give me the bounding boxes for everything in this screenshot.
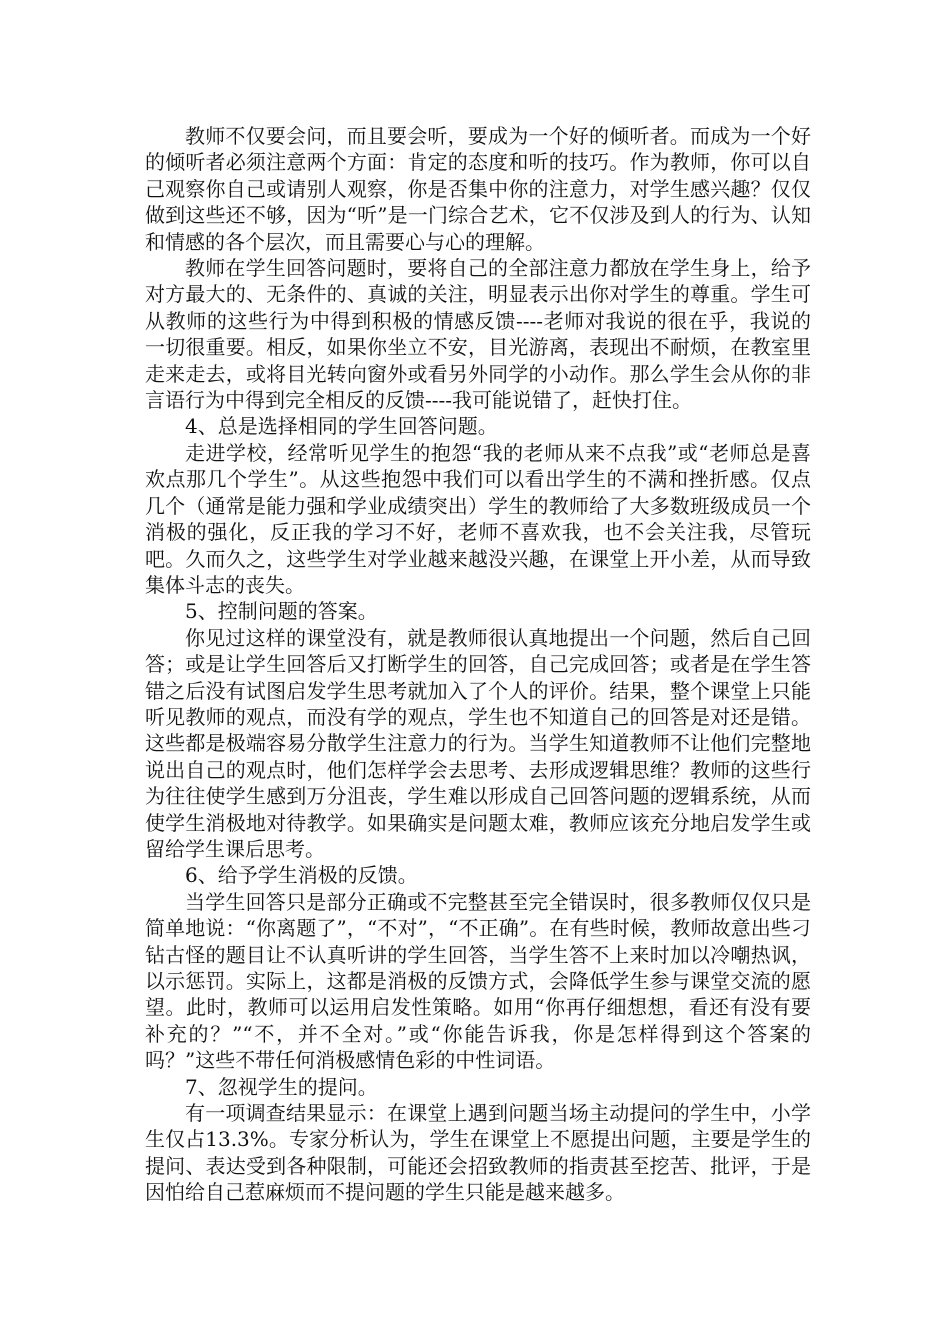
document-page [145,123,811,1206]
heading-item-7: 7、忽视学生的提问。 [185,1074,378,1099]
paragraph-item-7: 有一项调查结果显示：在课堂上遇到问题当场主动提问的学生中，小学生仅占13.3%。专家分析认为，学生在课堂上不愿提出问题，主要是学生的提问、表达受到各种限制，可能还会招致教师的指责甚至挖苦、批评，于是因怕给自己惹麻烦而不提问题的学生只能是越来越多。 [145,1101,811,1205]
paragraph-listening: 教师不仅要会问，而且要会听，要成为一个好的倾听者。而成为一个好的倾听者必须注意两个方面：肯定的态度和听的技巧。作为教师，你可以自己观察你自己或请别人观察，你是否集中你的注意力，对学生感兴趣？仅仅做到这些还不够，因为“听”是一门综合艺术，它不仅涉及到人的行为、认知和情感的各个层次，而且需要心与心的理解。 [145,124,811,254]
heading-item-6: 6、给予学生消极的反馈。 [185,863,418,888]
heading-item-5: 5、控制问题的答案。 [185,599,378,624]
paragraph-item-5: 你见过这样的课堂没有，就是教师很认真地提出一个问题，然后自己回答；或是让学生回答后又打断学生的回答，自己完成回答；或者是在学生答错之后没有试图启发学生思考就加入了个人的评价。结果，整个课堂上只能听见教师的观点，而没有学的观点，学生也不知道自己的回答是对还是错。这些都是极端容易分散学生注意力的行为。当学生知道教师不让他们完整地说出自己的观点时，他们怎样学会去思考、去形成逻辑思维？教师的这些行为往往使学生感到万分沮丧，学生难以形成自己回答问题的逻辑系统，从而使学生消极地对待教学。如果确实是问题太难，教师应该充分地启发学生或留给学生课后思考。 [145,625,811,861]
heading-item-4: 4、总是选择相同的学生回答问题。 [185,414,498,439]
paragraph-item-6: 当学生回答只是部分正确或不完整甚至完全错误时，很多教师仅仅只是简单地说：“你离题了”，“不对”，“不正确”。在有些时候，教师故意出些刁钻古怪的题目让不认真听讲的学生回答，当学生答不上来时加以冷嘲热讽，以示惩罚。实际上，这都是消极的反馈方式，会降低学生参与课堂交流的愿望。此时，教师可以运用启发性策略。如用“你再仔细想想，看还有没有要补充的？”“不，并不全对。”或“你能告诉我，你是怎样得到这个答案的吗？”这些不带任何消极感情色彩的中性词语。 [145,889,811,1073]
paragraph-item-4: 走进学校，经常听见学生的抱怨“我的老师从来不点我”或“老师总是喜欢点那几个学生”。从这些抱怨中我们可以看出学生的不满和挫折感。仅点几个（通常是能力强和学业成绩突出）学生的教师给了大多数班级成员一个消极的强化，反正我的学习不好，老师不喜欢我，也不会关注我，尽管玩吧。久而久之，这些学生对学业越来越没兴趣，在课堂上开小差，从而导致集体斗志的丧失。 [145,440,811,597]
paragraph-attention: 教师在学生回答问题时，要将自己的全部注意力都放在学生身上，给予对方最大的、无条件的、真诚的关注，明显表示出你对学生的尊重。学生可从教师的这些行为中得到积极的情感反馈----老师对我说的很在乎，我说的一切很重要。相反，如果你坐立不安，目光游离，表现出不耐烦，在教室里走来走去，或将目光转向窗外或看另外同学的小动作。那么学生会从你的非言语行为中得到完全相反的反馈----我可能说错了，赶快打住。 [145,256,811,413]
